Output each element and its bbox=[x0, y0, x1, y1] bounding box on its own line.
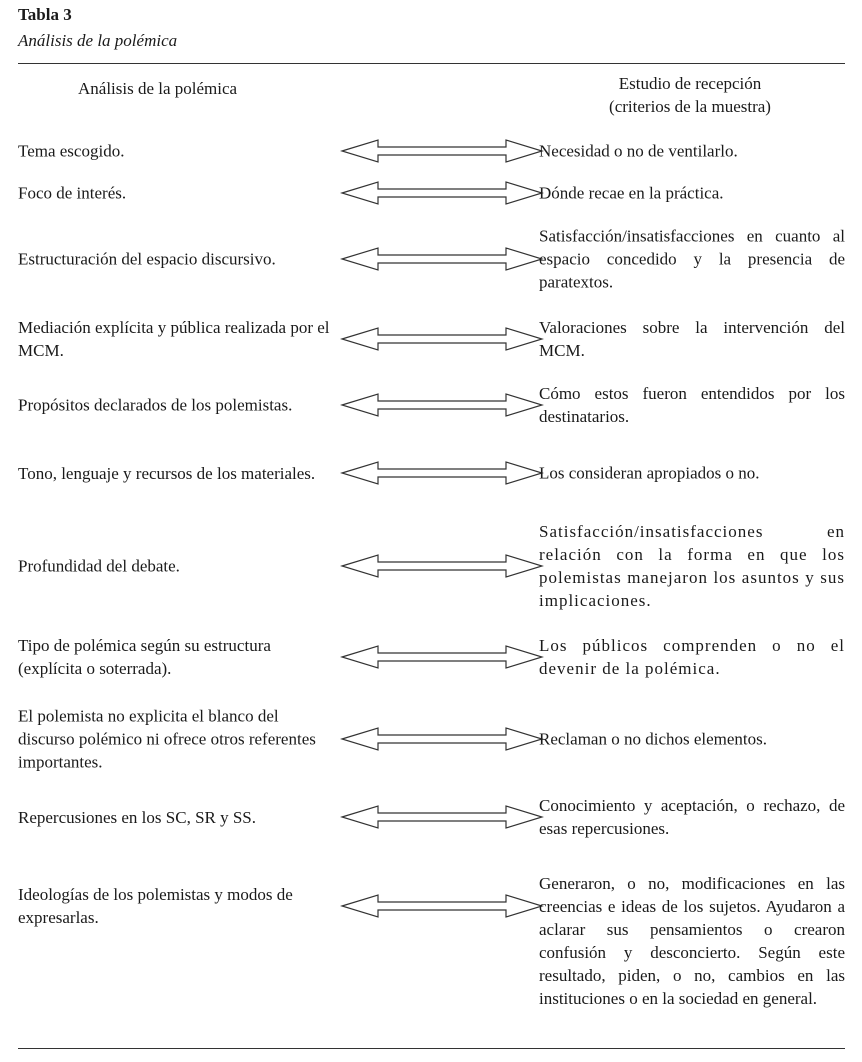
table-title: Análisis de la polémica bbox=[18, 31, 178, 50]
row-left-text: Tono, lenguaje y recursos de los materiales. bbox=[18, 464, 316, 483]
row-right-text: Los consideran apropiados o no. bbox=[539, 463, 760, 483]
row-right-text: Dónde recae en la práctica. bbox=[539, 183, 724, 203]
double-arrow-icon bbox=[340, 461, 544, 485]
column-header-right-line2: (criterios de la muestra) bbox=[609, 97, 771, 116]
row-left-text: Repercusiones en los SC, SR y SS. bbox=[18, 808, 257, 827]
row-left-text: Ideologías de los polemistas y modos de expresarlas. bbox=[18, 885, 293, 927]
column-header-left: Análisis de la polémica bbox=[78, 79, 238, 98]
row-left-text: Tipo de polémica según su estructura (explícita o soterrada). bbox=[18, 636, 271, 678]
double-arrow-icon bbox=[340, 894, 544, 918]
row-right-text: Generaron, o no, modificaciones en las creencias e ideas de los sujetos. Ayudaron a aclarar sus pensamientos o crearon confusión y desconcierto. Según este resultado, piden, o no, cambios en las instituciones o en la sociedad en general. bbox=[539, 874, 845, 1008]
row-left-text: Propósitos declarados de los polemistas. bbox=[18, 395, 293, 415]
row-right-text: Conocimiento y aceptación, o rechazo, de esas repercusiones. bbox=[539, 796, 845, 838]
row-left-text: Mediación explícita y pública realizada por el MCM. bbox=[18, 318, 330, 360]
row-left-text: Foco de interés. bbox=[18, 183, 127, 203]
double-arrow-icon bbox=[340, 181, 544, 205]
row-right-text: Necesidad o no de ventilarlo. bbox=[539, 141, 738, 161]
double-arrow-icon bbox=[340, 554, 544, 578]
row-right-text: Valoraciones sobre la intervención del MCM. bbox=[539, 318, 845, 360]
row-left-text: Estructuración del espacio discursivo. bbox=[18, 249, 276, 269]
double-arrow-icon bbox=[340, 327, 544, 351]
column-header-right bbox=[540, 72, 840, 118]
column-header-right-line1: Estudio de recepción bbox=[618, 74, 762, 93]
double-arrow-icon bbox=[340, 393, 544, 417]
row-left-text: El polemista no explicita el blanco del discurso polémico ni ofrece otros referentes importantes. bbox=[18, 706, 316, 772]
table-number: Tabla 3 bbox=[18, 5, 72, 24]
double-arrow-icon bbox=[340, 139, 544, 163]
double-arrow-icon bbox=[340, 645, 544, 669]
double-arrow-icon bbox=[340, 727, 544, 751]
row-right-text: Satisfacción/insatisfacciones en relación con la forma en que los polemistas manejaron los asuntos y sus implicaciones. bbox=[539, 522, 845, 610]
double-arrow-icon bbox=[340, 805, 544, 829]
row-left-text: Profundidad del debate. bbox=[18, 556, 180, 576]
row-right-text: Los públicos comprenden o no el devenir de la polémica. bbox=[539, 636, 845, 678]
row-right-text: Reclaman o no dichos elementos. bbox=[539, 729, 768, 749]
top-rule bbox=[18, 63, 845, 64]
bottom-rule bbox=[18, 1048, 845, 1049]
double-arrow-icon bbox=[340, 247, 544, 271]
row-left-text: Tema escogido. bbox=[18, 141, 125, 161]
row-right-text: Satisfacción/insatisfacciones en cuanto al espacio concedido y la presencia de paratextos. bbox=[539, 226, 845, 292]
row-right-text: Cómo estos fueron entendidos por los destinatarios. bbox=[539, 384, 845, 426]
